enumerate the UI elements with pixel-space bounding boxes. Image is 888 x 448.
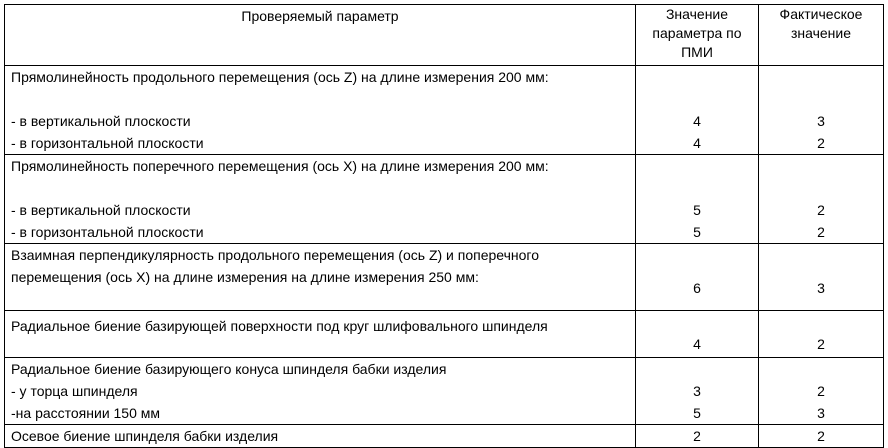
pmi-value: 5 [693,202,701,218]
actual-value: 2 [817,224,825,240]
pmi-cell [636,311,759,358]
pmi-value: 2 [693,428,701,444]
pmi-cell [636,155,759,244]
actual-cell [759,358,884,425]
param-cell [5,358,636,425]
param-title: Взаимная перпендикулярность продольного перемещения (ось Z) и поперечного [11,247,539,263]
param-title: перемещения (ось Х) на длине измерения на длине измерения 250 мм: [11,269,479,285]
param-cell [5,155,636,244]
table-header-row [5,5,884,66]
inspection-table [4,4,884,448]
header-actual-line2: значение [790,25,852,41]
pmi-value: 6 [693,280,701,296]
actual-cell [759,66,884,155]
param-cell [5,244,636,311]
param-sub-item: - в горизонтальной плоскости [11,135,204,151]
header-pmi [636,5,759,66]
pmi-value: 4 [693,113,701,129]
table-row [5,244,884,311]
pmi-value: 3 [693,383,701,399]
table-row [5,66,884,155]
param-cell [5,425,636,448]
param-title: Прямолинейность продольного перемещения (ось Z) на длине измерения 200 мм: [11,69,549,85]
table-row [5,425,884,448]
actual-value: 2 [817,428,825,444]
actual-cell [759,244,884,311]
header-pmi-line1: Значение [665,6,729,22]
param-title: Прямолинейность поперечного перемещения (ось Х) на длине измерения 200 мм: [11,158,549,174]
param-title: Осевое биение шпинделя бабки изделия [11,428,279,444]
param-sub-item: -на расстоянии 150 мм [11,405,161,421]
table-row [5,358,884,425]
actual-value: 3 [817,113,825,129]
actual-value: 2 [817,135,825,151]
pmi-value: 5 [693,224,701,240]
actual-cell [759,155,884,244]
actual-value: 3 [817,280,825,296]
param-cell [5,311,636,358]
pmi-cell [636,66,759,155]
header-actual-line1: Фактическое [779,6,863,22]
param-sub-item: - в вертикальной плоскости [11,202,191,218]
header-param-label: Проверяемый параметр [241,8,399,24]
header-actual [759,5,884,66]
header-pmi-line2: параметра по [652,25,742,41]
actual-value: 2 [817,383,825,399]
pmi-cell [636,358,759,425]
actual-value: 2 [817,336,825,352]
header-pmi-line3: ПМИ [681,44,713,60]
actual-value: 3 [817,405,825,421]
param-title: Радиальное биение базирующего конуса шпинделя бабки изделия [11,361,447,377]
actual-cell [759,425,884,448]
actual-value: 2 [817,202,825,218]
param-sub-item: - у торца шпинделя [11,383,138,399]
table-row [5,311,884,358]
param-title: Радиальное биение базирующей поверхности под круг шлифовального шпинделя [11,318,548,334]
pmi-value: 4 [693,135,701,151]
param-sub-item: - в вертикальной плоскости [11,113,191,129]
pmi-value: 5 [693,405,701,421]
param-cell [5,66,636,155]
pmi-cell [636,425,759,448]
actual-cell [759,311,884,358]
pmi-value: 4 [693,336,701,352]
param-sub-item: - в горизонтальной плоскости [11,224,204,240]
header-param [5,5,636,66]
table-row [5,155,884,244]
pmi-cell [636,244,759,311]
